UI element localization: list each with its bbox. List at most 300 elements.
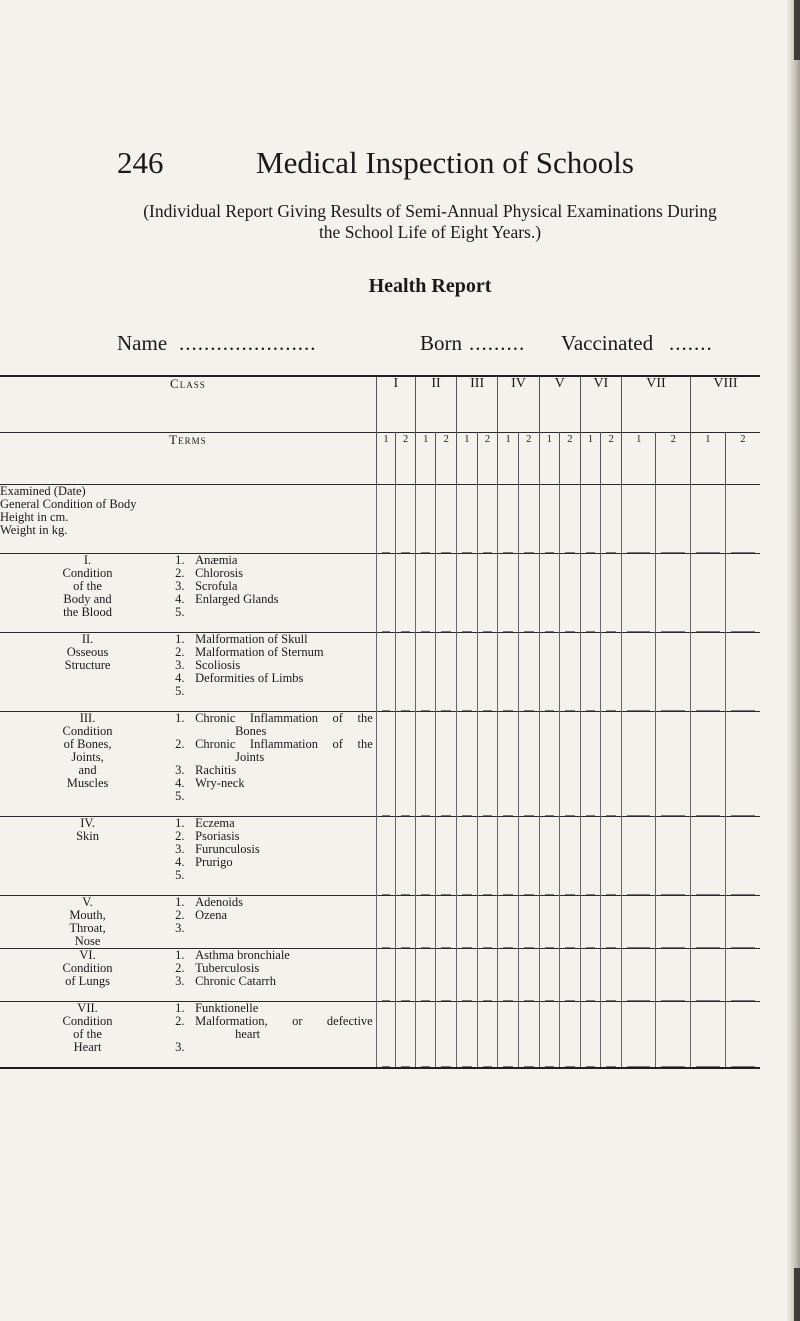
condition-item xyxy=(175,685,376,698)
item-text: Psoriasis xyxy=(195,828,240,843)
category-line: Condition xyxy=(62,723,113,738)
item-text: Asthma bronchiale xyxy=(195,947,290,962)
item-text: Rachitis xyxy=(195,762,237,777)
condition-section-row xyxy=(0,816,760,895)
entry-cell xyxy=(656,632,690,711)
item-number: 1. xyxy=(175,947,185,962)
item-number: 1. xyxy=(175,710,185,725)
category-line: Osseous xyxy=(66,644,109,659)
entry-cell xyxy=(415,632,436,711)
entry-cell xyxy=(622,632,656,711)
item-number: 3. xyxy=(175,762,185,777)
entry-cell xyxy=(560,1001,581,1068)
entry-cell xyxy=(457,632,478,711)
entry-cell xyxy=(539,1001,560,1068)
term-number: 1 xyxy=(539,432,560,484)
class-label: Class xyxy=(170,376,206,391)
class-number: V xyxy=(539,376,580,432)
condition-category xyxy=(0,711,175,816)
terms-header-row xyxy=(0,432,760,484)
entry-cell xyxy=(415,484,436,553)
item-number: 1. xyxy=(175,1000,185,1015)
condition-section-row xyxy=(0,948,760,1001)
entry-cell xyxy=(725,632,760,711)
item-text: Eczema xyxy=(195,815,235,830)
condition-items xyxy=(175,948,376,1001)
condition-category xyxy=(0,895,175,948)
entry-cell xyxy=(580,553,601,632)
entry-cell xyxy=(396,711,416,816)
term-number: 2 xyxy=(560,432,581,484)
entry-cell xyxy=(376,553,396,632)
item-number: 5. xyxy=(175,788,185,803)
condition-item xyxy=(175,567,376,580)
subtitle-line-2: the School Life of Eight Years.) xyxy=(318,222,542,242)
entry-cell xyxy=(539,816,560,895)
born-dots: ......... xyxy=(469,331,526,355)
term-number: 1 xyxy=(415,432,436,484)
condition-item xyxy=(175,922,376,935)
page-edge-dark-top xyxy=(794,0,800,60)
item-text: Tuberculosis xyxy=(195,960,260,975)
item-text: Chlorosis xyxy=(195,565,244,580)
category-line: Structure xyxy=(64,657,111,672)
entry-cell xyxy=(656,1001,690,1068)
item-text xyxy=(195,606,376,619)
condition-section-row xyxy=(0,632,760,711)
entry-cell xyxy=(725,484,760,553)
entry-cell xyxy=(656,895,690,948)
condition-section-row xyxy=(0,711,760,816)
entry-cell xyxy=(376,895,396,948)
condition-item xyxy=(175,593,376,606)
item-number: 1. xyxy=(175,631,185,646)
name-label: Name xyxy=(117,331,168,355)
entry-cell xyxy=(601,948,622,1001)
category-line: Nose xyxy=(74,933,101,948)
category-line: Condition xyxy=(62,565,113,580)
item-text: Scoliosis xyxy=(195,657,241,672)
name-dots: ...................... xyxy=(179,331,317,355)
condition-category xyxy=(0,632,175,711)
entry-cell xyxy=(601,711,622,816)
item-number-spacer xyxy=(175,751,195,764)
item-text: Deformities of Limbs xyxy=(195,670,304,685)
condition-item xyxy=(175,843,376,856)
row-bottom-space xyxy=(175,935,376,948)
category-line: II. xyxy=(81,631,94,646)
page-edge-dark-bottom xyxy=(794,1268,800,1321)
entry-cell xyxy=(498,895,519,948)
item-number: 4. xyxy=(175,854,185,869)
condition-item xyxy=(175,1015,376,1028)
item-number-spacer xyxy=(175,1028,195,1041)
item-text: Chronic Inflammation of the xyxy=(195,736,373,751)
entry-cell xyxy=(539,553,560,632)
row-bottom-space xyxy=(175,803,376,816)
item-number: 3. xyxy=(175,920,185,935)
entry-cell xyxy=(436,1001,457,1068)
entry-cell xyxy=(436,948,457,1001)
entry-cell xyxy=(477,895,498,948)
entry-cell xyxy=(518,484,539,553)
item-text: Malformation, or defective xyxy=(195,1013,373,1028)
entry-cell xyxy=(376,1001,396,1068)
entry-cell xyxy=(690,711,725,816)
condition-section-row xyxy=(0,1001,760,1068)
entry-cell xyxy=(396,553,416,632)
entry-cell xyxy=(477,1001,498,1068)
entry-cell xyxy=(690,632,725,711)
entry-cell xyxy=(560,948,581,1001)
category-line: Muscles xyxy=(66,775,109,790)
term-number: 1 xyxy=(376,432,396,484)
item-number: 5. xyxy=(175,683,185,698)
entry-cell xyxy=(601,1001,622,1068)
term-number: 2 xyxy=(518,432,539,484)
condition-items xyxy=(175,632,376,711)
condition-item xyxy=(175,1041,376,1054)
condition-item xyxy=(175,659,376,672)
category-line: Skin xyxy=(76,828,100,843)
entry-cell xyxy=(622,895,656,948)
item-text-continuation: heart xyxy=(235,1026,261,1041)
entry-cell xyxy=(457,1001,478,1068)
item-text: Adenoids xyxy=(195,894,244,909)
entry-cell xyxy=(656,553,690,632)
term-number: 2 xyxy=(725,432,760,484)
class-number: VII xyxy=(622,376,691,432)
entry-cell xyxy=(580,895,601,948)
entry-cell xyxy=(560,484,581,553)
entry-cell xyxy=(580,948,601,1001)
entry-cell xyxy=(539,948,560,1001)
condition-item xyxy=(175,909,376,922)
entry-cell xyxy=(436,816,457,895)
entry-cell xyxy=(396,948,416,1001)
item-number-spacer xyxy=(175,725,195,738)
entry-cell xyxy=(622,816,656,895)
item-text: Chronic Catarrh xyxy=(195,973,276,988)
entry-cell xyxy=(518,632,539,711)
condition-item xyxy=(175,580,376,593)
entry-cell xyxy=(601,484,622,553)
entry-cell xyxy=(457,948,478,1001)
condition-category xyxy=(0,1001,175,1068)
condition-category xyxy=(0,553,175,632)
term-number: 2 xyxy=(396,432,416,484)
vaccinated-dots: ....... xyxy=(669,331,713,355)
entry-cell xyxy=(436,553,457,632)
condition-items xyxy=(175,711,376,816)
item-text: Funktionelle xyxy=(195,1000,259,1015)
item-number: 2. xyxy=(175,828,185,843)
condition-item xyxy=(175,633,376,646)
item-number: 2. xyxy=(175,565,185,580)
entry-cell xyxy=(396,632,416,711)
entry-cell xyxy=(622,1001,656,1068)
entry-cell xyxy=(498,553,519,632)
page-edge-shadow xyxy=(786,0,800,1321)
entry-cell xyxy=(656,816,690,895)
entry-cell xyxy=(560,632,581,711)
entry-cell xyxy=(580,632,601,711)
condition-item xyxy=(175,856,376,869)
condition-item xyxy=(175,949,376,962)
category-line: Mouth, xyxy=(69,907,106,922)
item-number: 4. xyxy=(175,775,185,790)
term-number: 1 xyxy=(457,432,478,484)
entry-cell xyxy=(560,711,581,816)
category-line: Throat, xyxy=(69,920,106,935)
item-number: 4. xyxy=(175,670,185,685)
page-number: 246 xyxy=(117,145,164,180)
entry-cell xyxy=(498,711,519,816)
entry-cell xyxy=(518,711,539,816)
row-bottom-space xyxy=(175,988,376,1001)
entry-cell xyxy=(376,711,396,816)
category-line: Joints, xyxy=(71,749,104,764)
item-number: 3. xyxy=(175,1039,185,1054)
entry-cell xyxy=(376,948,396,1001)
item-text: Furunculosis xyxy=(195,841,260,856)
entry-cell xyxy=(436,895,457,948)
category-line: V. xyxy=(82,894,93,909)
entry-cell xyxy=(690,1001,725,1068)
entry-cell xyxy=(477,484,498,553)
item-text: Malformation of Sternum xyxy=(195,644,324,659)
condition-items xyxy=(175,816,376,895)
report-title: Health Report xyxy=(368,275,492,297)
entry-cell xyxy=(457,895,478,948)
condition-section-row xyxy=(0,553,760,632)
entry-cell xyxy=(725,816,760,895)
entry-cell xyxy=(498,484,519,553)
entry-cell xyxy=(396,484,416,553)
entry-cell xyxy=(539,711,560,816)
class-number: III xyxy=(457,376,498,432)
category-line: Condition xyxy=(62,960,113,975)
item-text: Wry-neck xyxy=(195,775,245,790)
category-line: the Blood xyxy=(63,604,113,619)
condition-item xyxy=(175,817,376,830)
item-text: Chronic Inflammation of the xyxy=(195,710,373,725)
entry-cell xyxy=(518,895,539,948)
entry-cell xyxy=(477,553,498,632)
entry-cell xyxy=(601,895,622,948)
entry-cell xyxy=(498,632,519,711)
entry-cell xyxy=(396,816,416,895)
entry-cell xyxy=(376,632,396,711)
category-line: IV. xyxy=(80,815,95,830)
entry-cell xyxy=(396,1001,416,1068)
entry-cell xyxy=(656,711,690,816)
category-line: VII. xyxy=(77,1000,98,1015)
category-line: Heart xyxy=(73,1039,102,1054)
entry-cell xyxy=(601,816,622,895)
entry-cell xyxy=(560,816,581,895)
condition-item xyxy=(175,764,376,777)
entry-cell xyxy=(457,816,478,895)
examined-row xyxy=(0,484,760,553)
condition-item xyxy=(175,830,376,843)
item-text xyxy=(195,1041,376,1054)
entry-cell xyxy=(457,484,478,553)
item-text: Malformation of Skull xyxy=(195,631,308,646)
item-number: 2. xyxy=(175,960,185,975)
item-text xyxy=(195,790,376,803)
entry-cell xyxy=(518,816,539,895)
entry-cell xyxy=(560,553,581,632)
entry-cell xyxy=(690,816,725,895)
item-number: 3. xyxy=(175,578,185,593)
entry-cell xyxy=(376,816,396,895)
item-number: 5. xyxy=(175,604,185,619)
examined-labels xyxy=(0,484,376,553)
entry-cell xyxy=(580,1001,601,1068)
item-number: 3. xyxy=(175,973,185,988)
entry-cell xyxy=(477,711,498,816)
condition-section-row xyxy=(0,895,760,948)
category-line: of Lungs xyxy=(65,973,110,988)
entry-cell xyxy=(415,895,436,948)
vaccinated-label: Vaccinated xyxy=(561,331,654,355)
condition-item-continuation xyxy=(175,751,376,764)
condition-item xyxy=(175,869,376,882)
entry-cell xyxy=(518,948,539,1001)
entry-cell xyxy=(690,895,725,948)
condition-item xyxy=(175,554,376,567)
entry-cell xyxy=(622,553,656,632)
class-number: II xyxy=(415,376,456,432)
entry-cell xyxy=(690,948,725,1001)
class-number: VI xyxy=(580,376,621,432)
entry-cell xyxy=(580,484,601,553)
item-text: Prurigo xyxy=(195,854,233,869)
entry-cell xyxy=(622,484,656,553)
entry-cell xyxy=(656,484,690,553)
item-number: 1. xyxy=(175,894,185,909)
entry-cell xyxy=(622,948,656,1001)
row-bottom-space xyxy=(175,1054,376,1067)
item-number: 1. xyxy=(175,815,185,830)
entry-cell xyxy=(725,1001,760,1068)
condition-category xyxy=(0,948,175,1001)
item-text xyxy=(195,685,376,698)
entry-cell xyxy=(725,711,760,816)
entry-cell xyxy=(580,711,601,816)
entry-cell xyxy=(415,553,436,632)
entry-cell xyxy=(415,711,436,816)
condition-item xyxy=(175,672,376,685)
entry-cell xyxy=(457,711,478,816)
condition-item xyxy=(175,606,376,619)
item-number: 2. xyxy=(175,1013,185,1028)
examined-line: Weight in kg. xyxy=(0,522,68,537)
item-text-continuation: Joints xyxy=(235,749,265,764)
category-line: I. xyxy=(83,552,92,567)
entry-cell xyxy=(498,816,519,895)
item-text: Enlarged Glands xyxy=(195,591,279,606)
entry-cell xyxy=(477,948,498,1001)
subtitle-line-1: (Individual Report Giving Results of Semi-Annual Physical Examinations During xyxy=(143,201,717,221)
condition-item xyxy=(175,1002,376,1015)
item-number: 2. xyxy=(175,644,185,659)
class-header-row xyxy=(0,376,760,432)
entry-cell xyxy=(518,553,539,632)
entry-cell xyxy=(477,816,498,895)
entry-cell xyxy=(725,553,760,632)
condition-item xyxy=(175,738,376,751)
entry-cell xyxy=(725,895,760,948)
category-line: VI. xyxy=(79,947,96,962)
entry-cell xyxy=(457,553,478,632)
entry-cell xyxy=(415,1001,436,1068)
category-line: of Bones, xyxy=(63,736,112,751)
category-line: of the xyxy=(73,1026,102,1041)
item-text: Anæmia xyxy=(195,552,238,567)
entry-cell xyxy=(539,632,560,711)
category-line: III. xyxy=(79,710,96,725)
class-number: I xyxy=(376,376,415,432)
running-title: Medical Inspection of Schools xyxy=(256,145,634,180)
item-number: 3. xyxy=(175,657,185,672)
row-bottom-space xyxy=(175,698,376,711)
item-text xyxy=(195,922,376,935)
condition-item xyxy=(175,975,376,988)
condition-item xyxy=(175,646,376,659)
examined-line: Height in cm. xyxy=(0,509,69,524)
entry-cell xyxy=(498,1001,519,1068)
condition-item-continuation xyxy=(175,1028,376,1041)
entry-cell xyxy=(436,632,457,711)
term-number: 2 xyxy=(477,432,498,484)
term-number: 2 xyxy=(656,432,690,484)
item-number: 2. xyxy=(175,736,185,751)
item-number: 5. xyxy=(175,867,185,882)
term-number: 2 xyxy=(601,432,622,484)
condition-item xyxy=(175,962,376,975)
entry-cell xyxy=(415,948,436,1001)
terms-label: Terms xyxy=(169,431,207,447)
entry-cell xyxy=(690,553,725,632)
entry-cell xyxy=(690,484,725,553)
condition-item xyxy=(175,896,376,909)
category-line: Condition xyxy=(62,1013,113,1028)
entry-cell xyxy=(376,484,396,553)
condition-item xyxy=(175,777,376,790)
condition-items xyxy=(175,895,376,948)
entry-cell xyxy=(396,895,416,948)
category-line: of the xyxy=(73,578,102,593)
item-text-continuation: Bones xyxy=(235,723,267,738)
entry-cell xyxy=(622,711,656,816)
entry-cell xyxy=(498,948,519,1001)
class-number: VIII xyxy=(690,376,760,432)
term-number: 1 xyxy=(498,432,519,484)
row-bottom-space xyxy=(175,619,376,632)
examined-line: Examined (Date) xyxy=(0,483,86,498)
condition-items xyxy=(175,553,376,632)
entry-cell xyxy=(580,816,601,895)
entry-cell xyxy=(725,948,760,1001)
condition-items xyxy=(175,1001,376,1068)
item-text xyxy=(195,869,376,882)
entry-cell xyxy=(539,895,560,948)
item-number: 2. xyxy=(175,907,185,922)
term-number: 1 xyxy=(690,432,725,484)
entry-cell xyxy=(539,484,560,553)
